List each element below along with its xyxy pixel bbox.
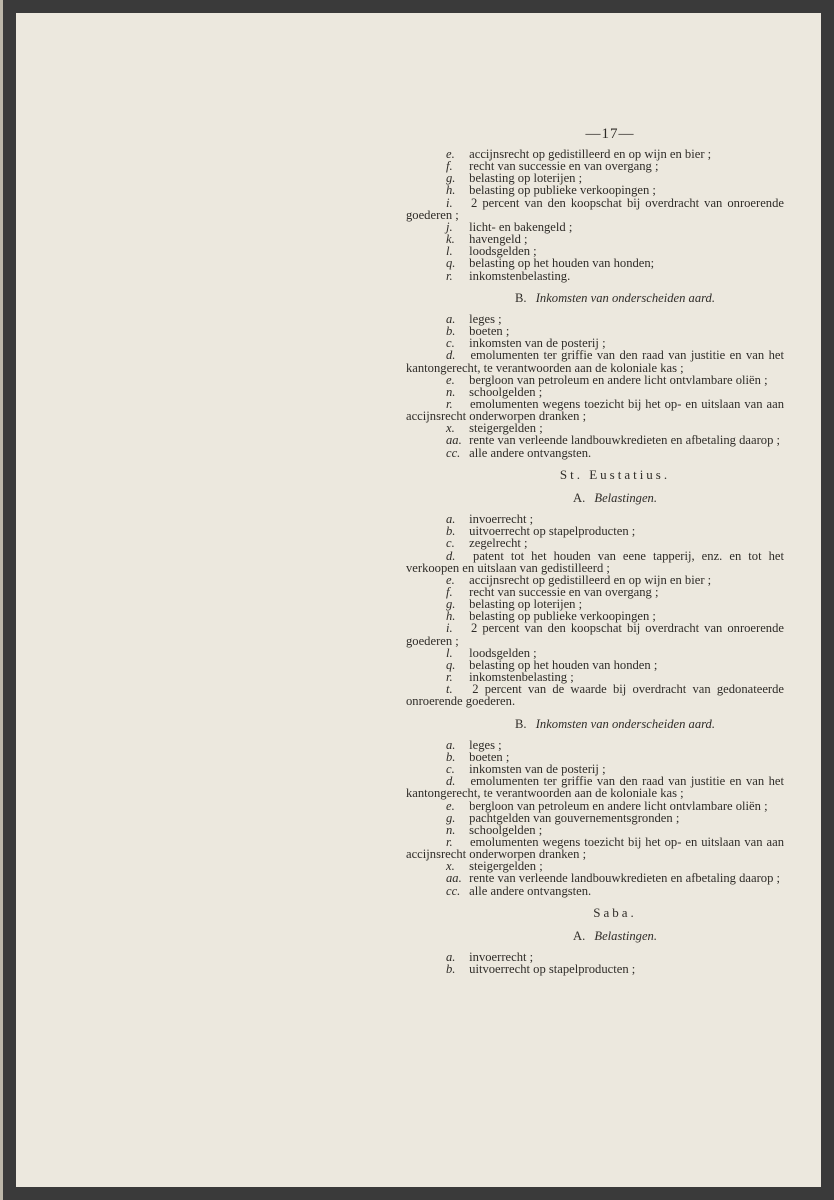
item-text: 2 percent van den koopschat bij overdracht van onroerende goederen ;: [406, 195, 784, 222]
item-letter: g.: [446, 597, 456, 612]
item-text: patent tot het houden van eene tapperij, enz. en tot het verkoopen en uitslaan van gedistilleerd ;: [406, 548, 784, 575]
heading-title: Belastingen.: [594, 928, 657, 943]
item-text: emolumenten wegens toezicht bij het op- en uitslaan van aan accijnsrecht onderworpen dranken ;: [406, 396, 784, 424]
heading-title: Inkomsten van onderscheiden aard.: [535, 716, 716, 731]
item-text: loodsgelden ;: [469, 645, 537, 660]
item-text: schoolgelden ;: [469, 384, 543, 399]
item-text: emolumenten ter griffie van den raad van justitie en van het kantongerecht, te verantwoorden aan de koloniale kas ;: [406, 774, 784, 801]
item-letter: h.: [446, 183, 456, 198]
item-letter: i.: [446, 621, 453, 636]
item-text: bergloon van petroleum en andere licht ontvlambare oliën ;: [469, 798, 768, 813]
item-letter: j.: [446, 219, 453, 234]
item-letter: i.: [446, 195, 453, 210]
item-letter: k.: [446, 232, 455, 247]
item-text: inkomstenbelasting ;: [469, 670, 574, 685]
item-letter: d.: [446, 348, 456, 363]
item-letter: n.: [446, 384, 456, 399]
item-letter: a.: [446, 311, 456, 326]
list-item: [406, 221, 784, 233]
item-letter: d.: [446, 548, 456, 563]
item-letter: b.: [446, 749, 456, 764]
item-text: 2 percent van de waarde bij overdracht van gedonateerde onroerende goederen.: [406, 682, 784, 709]
item-text: bergloon van petroleum en andere licht ontvlambare oliën ;: [469, 372, 768, 387]
item-letter: c.: [446, 336, 455, 351]
item-text: alle andere ontvangsten.: [469, 883, 592, 898]
heading-prefix: A.: [572, 490, 586, 505]
item-letter: d.: [446, 774, 456, 789]
heading-prefix: B.: [514, 716, 527, 731]
item-text: recht van successie en van overgang ;: [469, 585, 659, 599]
item-letter: x.: [446, 859, 455, 874]
item-text: schoolgelden ;: [469, 822, 543, 837]
item-text: boeten ;: [469, 749, 510, 764]
item-text: inkomstenbelasting.: [469, 268, 571, 283]
item-letter: t.: [446, 682, 453, 697]
list-item: [406, 812, 784, 824]
item-letter: r.: [446, 268, 453, 283]
list-item: [406, 586, 784, 598]
list-item: [406, 447, 784, 459]
item-text: belasting op loterijen ;: [469, 597, 583, 612]
item-letter: cc.: [446, 883, 461, 898]
item-letter: h.: [446, 609, 456, 624]
saba-belastingen-list: [406, 951, 784, 975]
item-letter: q.: [446, 657, 456, 672]
list-item: [406, 963, 784, 975]
item-text: pachtgelden van gouvernementsgronden ;: [469, 810, 680, 825]
item-letter: a.: [446, 950, 456, 965]
item-letter: f.: [446, 159, 453, 174]
section-heading-curacao-b: [446, 292, 784, 304]
item-text: 2 percent van den koopschat bij overdracht van onroerende goederen ;: [406, 621, 784, 648]
section-heading-saba-a: [446, 930, 784, 942]
item-letter: cc.: [446, 445, 461, 460]
list-item: [406, 622, 784, 646]
item-letter: b.: [446, 524, 456, 539]
list-item: [406, 160, 784, 172]
item-text: leges ;: [469, 311, 502, 326]
list-item: [406, 739, 784, 751]
item-letter: aa.: [446, 871, 462, 886]
island-title-saba: Saba.: [593, 904, 637, 920]
list-item: [406, 374, 784, 386]
item-text: steigergelden ;: [469, 421, 543, 436]
item-letter: l.: [446, 244, 453, 259]
item-letter: c.: [446, 536, 455, 551]
heading-title: Inkomsten van onderscheiden aard.: [535, 290, 716, 305]
item-text: emolumenten wegens toezicht bij het op- en uitslaan van aan accijnsrecht onderworpen dranken ;: [406, 834, 784, 862]
item-text: uitvoerrecht op stapelproducten ;: [469, 962, 636, 977]
item-text: uitvoerrecht op stapelproducten ;: [469, 524, 636, 539]
list-item: [406, 659, 784, 671]
list-item: [406, 398, 784, 422]
list-item: [406, 349, 784, 373]
item-letter: e.: [446, 372, 455, 387]
item-letter: n.: [446, 822, 456, 837]
item-text: emolumenten ter griffie van den raad van justitie en van het kantongerecht, te verantwoorden aan de koloniale kas ;: [406, 348, 784, 375]
item-letter: b.: [446, 324, 456, 339]
item-text: steigergelden ;: [469, 859, 543, 874]
list-item: [406, 233, 784, 245]
eustatius-belastingen-list: [406, 513, 784, 708]
curacao-belastingen-list: [406, 148, 784, 282]
list-item: [406, 270, 784, 282]
list-item: [406, 872, 784, 884]
curacao-inkomsten-list: [406, 313, 784, 459]
list-item: [406, 525, 784, 537]
item-text: loodsgelden ;: [469, 244, 537, 259]
item-letter: x.: [446, 421, 455, 436]
item-letter: e.: [446, 147, 455, 161]
item-letter: e.: [446, 798, 455, 813]
item-letter: r.: [446, 396, 453, 411]
list-item: [406, 257, 784, 269]
list-item: [406, 775, 784, 799]
heading-prefix: A.: [572, 928, 586, 943]
item-letter: c.: [446, 762, 455, 777]
section-heading-eustatius-b: [446, 718, 784, 730]
item-text: invoerrecht ;: [469, 950, 534, 965]
item-text: belasting op publieke verkoopingen ;: [469, 183, 656, 198]
item-letter: f.: [446, 585, 453, 599]
list-item: [406, 313, 784, 325]
heading-prefix: B.: [514, 290, 527, 305]
item-text: recht van successie en van overgang ;: [469, 159, 659, 174]
item-text: accijnsrecht op gedistilleerd en op wijn en bier ;: [469, 147, 712, 161]
item-text: belasting op publieke verkoopingen ;: [469, 609, 656, 624]
item-text: zegelrecht ;: [469, 536, 528, 551]
item-letter: aa.: [446, 433, 462, 448]
item-text: inkomsten van de posterij ;: [469, 762, 606, 777]
item-text: alle andere ontvangsten.: [469, 445, 592, 460]
item-letter: e.: [446, 572, 455, 587]
island-title-st-eustatius: St. Eustatius.: [559, 466, 671, 482]
item-letter: a.: [446, 512, 456, 527]
list-item: [406, 434, 784, 446]
item-text: rente van verleende landbouwkredieten en afbetaling daarop ;: [469, 433, 781, 448]
item-text: licht- en bakengeld ;: [469, 219, 573, 234]
item-text: leges ;: [469, 737, 502, 752]
item-text: belasting op het houden van honden ;: [469, 657, 658, 672]
list-item: [406, 550, 784, 574]
list-item: [406, 683, 784, 707]
list-item: [406, 197, 784, 221]
item-letter: l.: [446, 645, 453, 660]
item-letter: b.: [446, 962, 456, 977]
list-item: [406, 836, 784, 860]
item-text: accijnsrecht op gedistilleerd en op wijn en bier ;: [469, 572, 712, 587]
list-item: [406, 885, 784, 897]
eustatius-inkomsten-list: [406, 739, 784, 897]
item-text: rente van verleende landbouwkredieten en afbetaling daarop ;: [469, 871, 781, 886]
item-letter: r.: [446, 670, 453, 685]
item-text: belasting op het houden van honden;: [469, 256, 655, 271]
page-number: —17—: [585, 126, 635, 142]
section-heading-eustatius-a: [446, 492, 784, 504]
item-letter: g.: [446, 810, 456, 825]
item-text: invoerrecht ;: [469, 512, 534, 527]
item-text: inkomsten van de posterij ;: [469, 336, 606, 351]
item-text: havengeld ;: [469, 232, 528, 247]
item-letter: q.: [446, 256, 456, 271]
scan-left-edge: [0, 0, 3, 1200]
item-letter: a.: [446, 737, 456, 752]
item-text: boeten ;: [469, 324, 510, 339]
heading-title: Belastingen.: [594, 490, 657, 505]
item-letter: g.: [446, 171, 456, 186]
item-letter: r.: [446, 834, 453, 849]
text-column: [406, 126, 784, 975]
item-text: belasting op loterijen ;: [469, 171, 583, 186]
